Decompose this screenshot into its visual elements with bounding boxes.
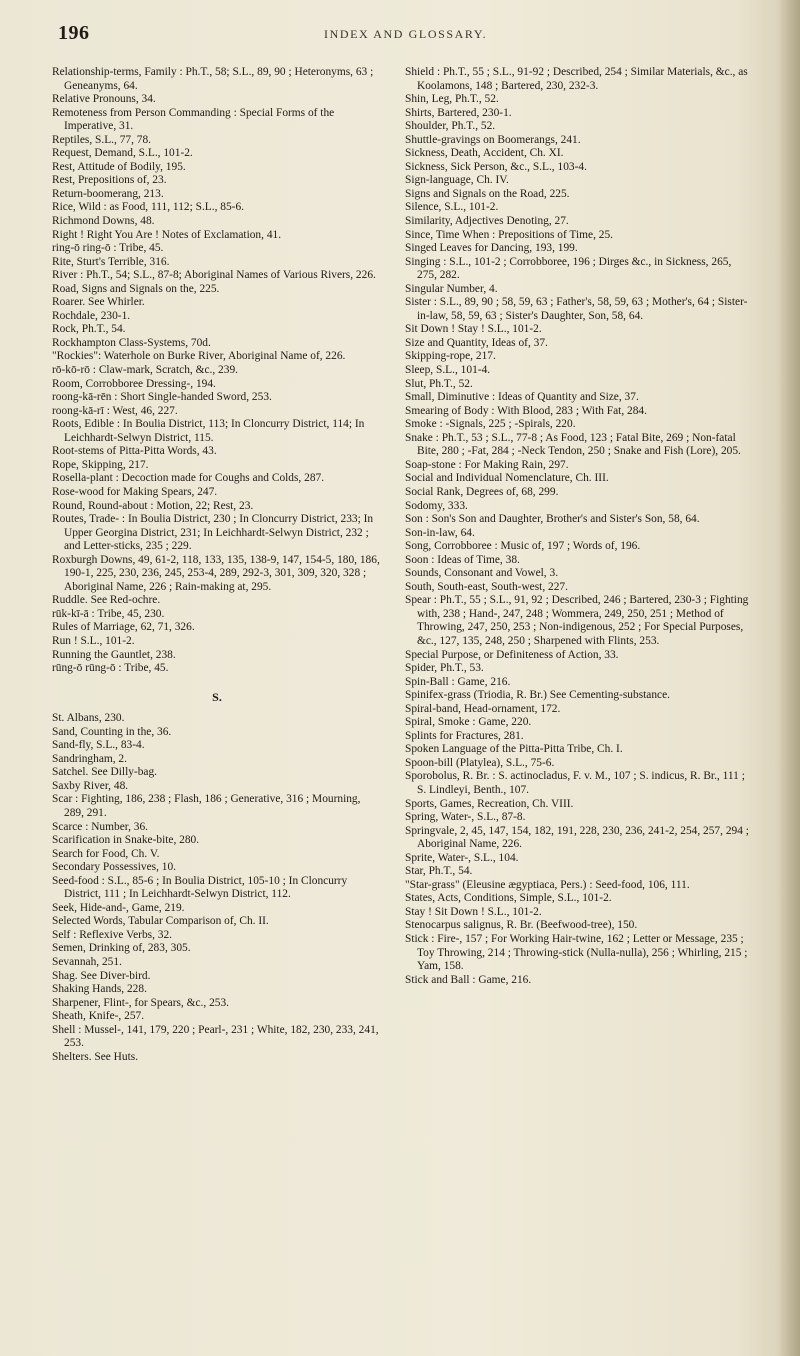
index-entry: Star, Ph.T., 54. — [405, 865, 473, 878]
index-entry: Running the Gauntlet, 238. — [52, 648, 176, 661]
index-entry: Self : Reflexive Verbs, 32. — [52, 928, 173, 941]
index-entry: Sleep, S.L., 101-4. — [405, 364, 491, 377]
left-column — [52, 66, 382, 1064]
index-entry: Stay ! Sit Down ! S.L., 101-2. — [405, 905, 542, 918]
index-entry: Sodomy, 333. — [405, 499, 468, 512]
index-entry: Shaking Hands, 228. — [52, 983, 147, 996]
index-entry: Social and Individual Nomenclature, Ch. III. — [405, 472, 609, 485]
index-entry: Sporobolus, R. Br. : S. actinocladus, F. v. M., 107 ; S. indicus, R. Br., 111 ; S. Lindleyi, Benth., 107. — [405, 770, 745, 796]
index-entry: Shoulder, Ph.T., 52. — [405, 120, 496, 133]
index-entry: Sand-fly, S.L., 83-4. — [52, 739, 145, 752]
page-number: 196 — [58, 22, 90, 44]
index-entry: rūng-ō rūng-ō : Tribe, 45. — [52, 662, 169, 675]
index-entry: Rock, Ph.T., 54. — [52, 323, 126, 336]
index-entry: Similarity, Adjectives Denoting, 27. — [405, 215, 569, 228]
index-entry: Relative Pronouns, 34. — [52, 93, 156, 106]
index-entry: Scar : Fighting, 186, 238 ; Flash, 186 ; Generative, 316 ; Mourning, 289, 291. — [52, 793, 361, 819]
index-entry: ring-ō ring-ō : Tribe, 45. — [52, 242, 164, 255]
index-entry: Sit Down ! Stay ! S.L., 101-2. — [405, 323, 542, 336]
index-entry: Roarer. See Whirler. — [52, 296, 145, 309]
index-entry: Right ! Right You Are ! Notes of Exclamation, 41. — [52, 228, 282, 241]
index-entry: Skipping-rope, 217. — [405, 350, 496, 363]
index-entry: Rochdale, 230-1. — [52, 309, 131, 322]
index-entry: Signs and Signals on the Road, 225. — [405, 187, 570, 200]
index-entry: St. Albans, 230. — [52, 712, 125, 725]
index-entry: Shirts, Bartered, 230-1. — [405, 106, 512, 119]
index-entry: "Rockies": Waterhole on Burke River, Aboriginal Name of, 226. — [52, 350, 346, 363]
index-entry: Relationship-terms, Family : Ph.T., 58; S.L., 89, 90 ; Heteronyms, 63 ; Geneanyms, 64. — [52, 66, 374, 92]
index-entry: Stick : Fire-, 157 ; For Working Hair-twine, 162 ; Letter or Message, 235 ; Toy Throwing, 214 ; Throwing-stick (Nulla-nulla), 256 ; Whirling, 215 ; Yam, 158. — [405, 933, 748, 973]
index-entry: Rice, Wild : as Food, 111, 112; S.L., 85-6. — [52, 201, 245, 214]
index-entry: Singular Number, 4. — [405, 282, 498, 295]
index-entry: Selected Words, Tabular Comparison of, Ch. II. — [52, 915, 269, 928]
index-entry: "Star-grass" (Eleusine ægyptiaca, Pers.) : Seed-food, 106, 111. — [405, 878, 690, 891]
section-letter-s: S. — [212, 689, 222, 704]
index-entry: Spear : Ph.T., 55 ; S.L., 91, 92 ; Described, 246 ; Bartered, 230-3 ; Fighting with, 238 ; Hand-, 247, 248 ; Wommera, 249, 250, 251 ; Method of Throwing, 247, 250, 253 ; Non-indigenous, 252 ; For Special Purposes, &c., 127, 135, 248, 250 ; Sharpened with Flints, 253. — [405, 594, 749, 647]
index-entry: Song, Corrobboree : Music of, 197 ; Words of, 196. — [405, 540, 641, 553]
index-entry: Sevannah, 251. — [52, 956, 122, 968]
index-entry: Sprite, Water-, S.L., 104. — [405, 851, 519, 864]
index-entry: Shuttle-gravings on Boomerangs, 241. — [405, 133, 581, 146]
index-entry: Scarification in Snake-bite, 280. — [52, 834, 200, 847]
index-entry: Semen, Drinking of, 283, 305. — [52, 942, 191, 955]
index-entry: Slut, Ph.T., 52. — [405, 377, 473, 390]
index-entry: Rose-wood for Making Spears, 247. — [52, 485, 218, 498]
index-entry: rō-kō-rō : Claw-mark, Scratch, &c., 239. — [52, 364, 238, 377]
right-column — [405, 66, 750, 987]
index-entry: Spoken Language of the Pitta-Pitta Tribe, Ch. I. — [405, 743, 623, 756]
index-entry: Request, Demand, S.L., 101-2. — [52, 147, 193, 160]
index-entry: Scarce : Number, 36. — [52, 820, 149, 833]
index-entry: Sandringham, 2. — [52, 752, 127, 765]
index-entry: roong-kā-rēn : Short Single-handed Sword, 253. — [52, 391, 272, 404]
index-entry: Size and Quantity, Ideas of, 37. — [405, 336, 548, 349]
index-entry: Spoon-bill (Platylea), S.L., 75-6. — [405, 756, 555, 769]
index-entry: Since, Time When : Prepositions of Time, 25. — [405, 228, 614, 241]
index-entry: Special Purpose, or Definiteness of Action, 33. — [405, 648, 619, 661]
index-entry: Son-in-law, 64. — [405, 526, 475, 539]
index-entry: Sickness, Death, Accident, Ch. XI. — [405, 147, 564, 160]
index-entry: Sharpener, Flint-, for Spears, &c., 253. — [52, 996, 230, 1009]
index-entry: Son : Son's Son and Daughter, Brother's and Sister's Son, 58, 64. — [405, 513, 700, 526]
index-entry: Return-boomerang, 213. — [52, 187, 164, 200]
index-entry: River : Ph.T., 54; S.L., 87-8; Aboriginal Names of Various Rivers, 226. — [52, 269, 376, 282]
index-entry: Room, Corrobboree Dressing-, 194. — [52, 377, 216, 390]
index-entry: Sand, Counting in the, 36. — [52, 725, 172, 738]
index-entry: Rules of Marriage, 62, 71, 326. — [52, 621, 195, 634]
index-entry: Reptiles, S.L., 77, 78. — [52, 133, 152, 146]
index-entry: Shield : Ph.T., 55 ; S.L., 91-92 ; Described, 254 ; Similar Materials, &c., as Koolamons, 148 ; Bartered, 230, 232-3. — [405, 66, 748, 92]
index-entry: rūk-kī-ā : Tribe, 45, 230. — [52, 607, 165, 620]
index-entry: Rosella-plant : Decoction made for Coughs and Colds, 287. — [52, 472, 325, 485]
index-entry: Routes, Trade- : In Boulia District, 230 ; In Cloncurry District, 233; In Upper Georgina District, 231; In Leichhardt-Selwyn District, 232 ; and Letter-sticks, 235 ; 229. — [52, 513, 374, 553]
index-entry: South, South-east, South-west, 227. — [405, 580, 568, 593]
index-entry: Rite, Sturt's Terrible, 316. — [52, 255, 170, 268]
index-entry: Sheath, Knife-, 257. — [52, 1010, 145, 1023]
index-entry: Secondary Possessives, 10. — [52, 861, 177, 874]
index-entry: Rest, Prepositions of, 23. — [52, 174, 167, 187]
index-entry: Run ! S.L., 101-2. — [52, 634, 135, 647]
index-entry: Snake : Ph.T., 53 ; S.L., 77-8 ; As Food, 123 ; Fatal Bite, 269 ; Non-fatal Bite, 280 ; -Fat, 284 ; -Neck Tendon, 250 ; Snake and Fish (Lore), 205. — [405, 431, 741, 458]
index-entry: Soon : Ideas of Time, 38. — [405, 553, 520, 566]
index-entry: Spinifex-grass (Triodia, R. Br.) See Cementing-substance. — [405, 689, 671, 702]
index-entry: Singed Leaves for Dancing, 193, 199. — [405, 242, 578, 255]
index-entry: Sounds, Consonant and Vowel, 3. — [405, 567, 559, 580]
index-entry: Satchel. See Dilly-bag. — [52, 766, 158, 779]
index-entry: Round, Round-about : Motion, 22; Rest, 23. — [52, 499, 254, 512]
index-entry: Roots, Edible : In Boulia District, 113; In Cloncurry District, 114; In Leichhardt-Selwyn District, 115. — [52, 418, 365, 444]
index-entry: Remoteness from Person Commanding : Special Forms of the Imperative, 31. — [52, 106, 335, 133]
index-entry: Richmond Downs, 48. — [52, 215, 155, 228]
index-entry: Spin-Ball : Game, 216. — [405, 675, 511, 688]
index-entry: Search for Food, Ch. V. — [52, 847, 160, 860]
index-entry: Spiral-band, Head-ornament, 172. — [405, 702, 561, 715]
index-entry: Saxby River, 48. — [52, 779, 129, 792]
index-entry: Sister : S.L., 89, 90 ; 58, 59, 63 ; Father's, 58, 59, 63 ; Mother's, 64 ; Sister-in-law, 58, 59, 63 ; Sister's Daughter, Son, 58, 64. — [405, 296, 748, 322]
index-entry: Sign-language, Ch. IV. — [405, 174, 509, 187]
index-entry: Small, Diminutive : Ideas of Quantity and Size, 37. — [405, 391, 639, 404]
index-entry: Spiral, Smoke : Game, 220. — [405, 716, 532, 729]
index-entry: Splints for Fractures, 281. — [405, 729, 524, 742]
index-entry: Soap-stone : For Making Rain, 297. — [405, 458, 569, 471]
index-entry: Stenocarpus salignus, R. Br. (Beefwood-tree), 150. — [405, 919, 638, 932]
index-entry: Silence, S.L., 101-2. — [405, 201, 499, 214]
index-entry: Singing : S.L., 101-2 ; Corrobboree, 196 ; Dirges &c., in Sickness, 265, 275, 282. — [405, 255, 732, 282]
page-header — [58, 22, 760, 48]
index-entry: Shelters. See Huts. — [52, 1050, 139, 1063]
index-entry: Roxburgh Downs, 49, 61-2, 118, 133, 135, 138-9, 147, 154-5, 180, 186, 190-1, 225, 230, 236, 245, 253-4, 289, 292-3, 301, 309, 320, 328 ; Aboriginal Name, 226 ; Rain-making at, 295. — [52, 553, 380, 593]
index-entry: Shell : Mussel-, 141, 179, 220 ; Pearl-, 231 ; White, 182, 230, 233, 241, 253. — [52, 1023, 379, 1050]
index-entry: Shag. See Diver-bird. — [52, 969, 151, 982]
index-entry: Sports, Games, Recreation, Ch. VIII. — [405, 797, 574, 810]
index-entry: Ruddle. See Red-ochre. — [52, 594, 161, 607]
index-entry: States, Acts, Conditions, Simple, S.L., 101-2. — [405, 892, 612, 905]
index-entry: Shin, Leg, Ph.T., 52. — [405, 93, 499, 106]
index-entry: Social Rank, Degrees of, 68, 299. — [405, 485, 559, 498]
index-entry: Rockhampton Class-Systems, 70d. — [52, 336, 211, 349]
index-entry: roong-kā-rī : West, 46, 227. — [52, 404, 178, 417]
index-entry: Smoke : -Signals, 225 ; -Spirals, 220. — [405, 418, 576, 431]
index-entry: Springvale, 2, 45, 147, 154, 182, 191, 228, 230, 236, 241-2, 254, 257, 294 ; Aboriginal Name, 226. — [405, 824, 749, 851]
index-entry: Stick and Ball : Game, 216. — [405, 973, 532, 986]
index-entry: Seed-food : S.L., 85-6 ; In Boulia District, 105-10 ; In Cloncurry District, 111 ; In Leichhardt-Selwyn District, 112. — [52, 874, 348, 901]
index-entry: Rope, Skipping, 217. — [52, 458, 149, 471]
running-head: INDEX AND GLOSSARY. — [324, 27, 488, 41]
index-entry: Smearing of Body : With Blood, 283 ; With Fat, 284. — [405, 404, 647, 417]
index-entry: Seek, Hide-and-, Game, 219. — [52, 901, 185, 914]
index-entry: Spider, Ph.T., 53. — [405, 662, 484, 675]
index-entry: Rest, Attitude of Bodily, 195. — [52, 160, 186, 173]
index-entry: Spring, Water-, S.L., 87-8. — [405, 811, 526, 824]
index-entry: Road, Signs and Signals on the, 225. — [52, 282, 220, 295]
index-entry: Root-stems of Pitta-Pitta Words, 43. — [52, 445, 217, 458]
page-gutter-shadow — [778, 0, 800, 1356]
index-entry: Sickness, Sick Person, &c., S.L., 103-4. — [405, 160, 587, 173]
